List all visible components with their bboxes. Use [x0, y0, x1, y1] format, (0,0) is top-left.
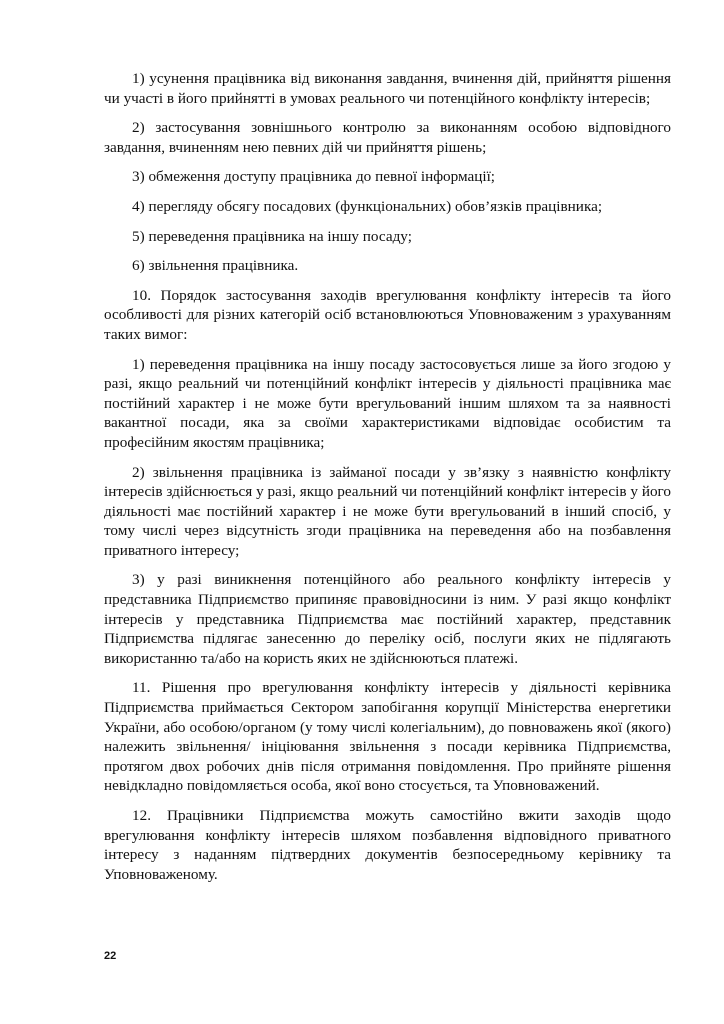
paragraph-section-11: 11. Рішення про врегулювання конфлікту інтересів у діяльності керівника Підприємства приймається Сектором запобігання корупції Міністерства енергетики України, або особою/органом (у тому числі колегіальним), до повноважень якої (якого) належить звільнення/ ініціювання звільнення з посади керівника Підприємства, протягом двох робочих днів після отримання повідомлення. Про прийняте рішення невідкладно повідомляється особа, якої воно стосується, та Уповноважений.	[104, 679, 671, 795]
paragraph-item-5: 5) переведення працівника на іншу посаду;	[132, 227, 412, 245]
paragraph-item-1: 1) усунення працівника від виконання завдання, вчинення дій, прийняття рішення чи участі в його прийнятті в умовах реального чи потенційного конфлікту інтересів;	[104, 70, 671, 107]
paragraph-requirement-2: 2) звільнення працівника із займаної посади у зв’язку з наявністю конфлікту інтересів здійснюється у разі, якщо реальний чи потенційний конфлікт інтересів у його діяльності має постійний характер і не може бути врегульований в інший спосіб, у тому числі через відсутність згоди працівника на переведення або на позбавлення приватного інтересу;	[104, 463, 671, 559]
paragraph-section-12: 12. Працівники Підприємства можуть самостійно вжити заходів щодо врегулювання конфлікту інтересів шляхом позбавлення відповідного приватного інтересу з наданням підтвердних документів безпосередньому керівнику та Уповноваженому.	[104, 807, 671, 883]
paragraph-requirement-1: 1) переведення працівника на іншу посаду застосовується лише за його згодою у разі, якщо реальний чи потенційний конфлікт інтересів у діяльності працівника має постійний характер і не може бути врегульований іншим шляхом та за наявності вакантної посади, яка за своїми характеристиками відповідає особистим та професійним якостям працівника;	[104, 355, 671, 451]
paragraph-item-4: 4) перегляду обсягу посадових (функціональних) обов’язків працівника;	[132, 197, 603, 215]
paragraph-requirement-3: 3) у разі виникнення потенційного або реального конфлікту інтересів у представника Підприємство припиняє правовідносини із ним. У разі якщо конфлікт інтересів у представника Підприємства має постійний характер, представник Підприємства підлягає занесенню до переліку осіб, послуги яких не підлягають використанню та/або на користь яких не здійснюються платежі.	[104, 571, 671, 667]
paragraph-item-2: 2) застосування зовнішнього контролю за виконанням особою відповідного завдання, вчиненням нею певних дій чи прийняття рішень;	[104, 119, 671, 156]
paragraph-section-10: 10. Порядок застосування заходів врегулювання конфлікту інтересів та його особливості для різних категорій осіб встановлюються Уповноваженим з урахуванням таких вимог:	[104, 286, 671, 343]
paragraph-item-6: 6) звільнення працівника.	[132, 257, 299, 275]
paragraph-item-3: 3) обмеження доступу працівника до певної інформації;	[132, 168, 496, 186]
page-number: 22	[104, 950, 117, 962]
document-body	[104, 69, 671, 894]
